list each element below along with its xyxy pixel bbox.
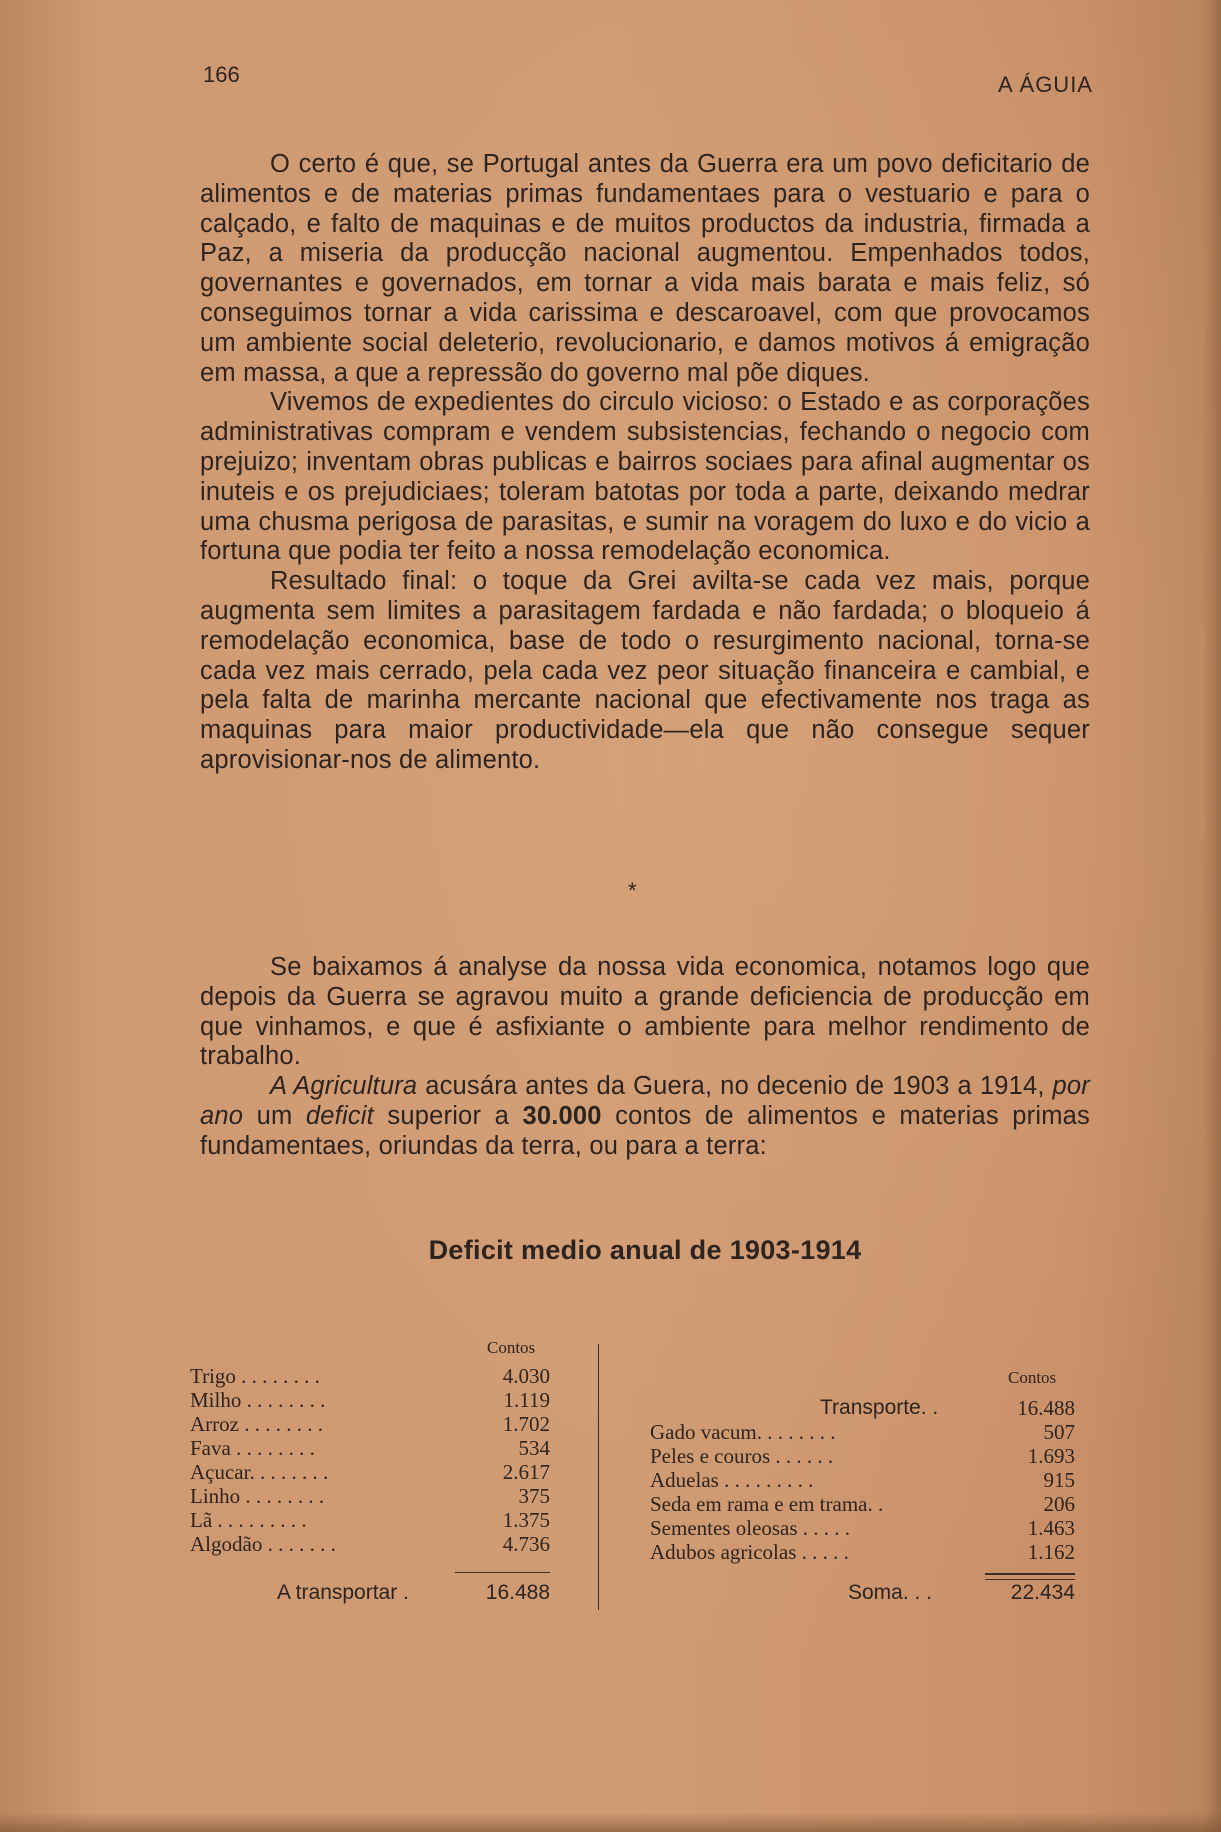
right-rows — [650, 1420, 1075, 1564]
table-row — [190, 1508, 550, 1532]
table-row — [190, 1388, 550, 1412]
bold-figure: 30.000 — [522, 1101, 602, 1130]
row-value: 534 — [518, 1436, 550, 1460]
paper-edge-stain — [1203, 0, 1221, 1832]
grand-total-row — [650, 1578, 1075, 1608]
unit-header: Contos — [1008, 1368, 1057, 1387]
table-title: Deficit medio anual de 1903-1914 — [428, 1235, 862, 1265]
row-label: Sementes oleosas . . . . . — [650, 1516, 851, 1540]
subtotal-label: A transportar . — [277, 1581, 409, 1604]
transport-label: Transporte. . — [820, 1396, 939, 1419]
body-text-section-1 — [200, 150, 1090, 776]
section-separator: * — [628, 878, 637, 903]
row-label: Aduelas . . . . . . . . . — [650, 1468, 814, 1492]
row-label: Peles e couros . . . . . . — [650, 1444, 834, 1468]
table-row — [190, 1412, 550, 1436]
row-label: Linho . . . . . . . . — [190, 1484, 325, 1508]
row-value: 4.030 — [502, 1364, 550, 1388]
row-value: 206 — [1043, 1492, 1075, 1516]
row-value: 375 — [518, 1484, 550, 1508]
table-row — [650, 1420, 1075, 1444]
row-value: 1.463 — [1027, 1516, 1075, 1540]
row-label: Arroz . . . . . . . . — [190, 1412, 323, 1436]
row-label: Adubos agricolas . . . . . — [650, 1540, 849, 1564]
table-row — [190, 1436, 550, 1460]
row-label: Fava . . . . . . . . — [190, 1436, 315, 1460]
table-row — [650, 1468, 1075, 1492]
table-row — [650, 1492, 1075, 1516]
row-label: Lã . . . . . . . . . — [190, 1508, 307, 1532]
table-row — [650, 1444, 1075, 1468]
italic-term: A Agricultura — [270, 1072, 418, 1101]
total-value: 22.434 — [1010, 1581, 1075, 1604]
row-value: 1.162 — [1027, 1540, 1075, 1564]
paragraph: O certo é que, se Portugal antes da Guerra era um povo deficitario de alimentos e de materias primas fundamentaes para o vestuario e para o calçado, e falto de maquinas e de muitos productos da industria, firmada a Paz, a miseria da producção nacional augmentou. Empenhados todos, governantes e governados, em tornar a vida mais barata e mais feliz, só conseguimos tornar a vida carissima e descaroavel, com que provocamos um ambiente social deleterio, revolucionario, e damos motivos á emigração em massa, a que a repressão do governo mal põe diques. — [200, 150, 1090, 387]
body-text-section-2 — [200, 953, 1090, 1162]
text-run: um — [243, 1101, 306, 1130]
left-rows — [190, 1364, 550, 1556]
row-value: 1.375 — [502, 1508, 550, 1532]
row-value: 507 — [1043, 1420, 1075, 1444]
row-label: Seda em rama e em trama. . — [650, 1492, 884, 1516]
subtotal-value: 16.488 — [485, 1581, 550, 1604]
row-label: Açucar. . . . . . . . — [190, 1460, 329, 1484]
row-value: 2.617 — [502, 1460, 550, 1484]
table-row — [190, 1364, 550, 1388]
table-row — [650, 1516, 1075, 1540]
paper-edge-stain — [0, 1812, 1221, 1832]
left-subtotal-row — [190, 1578, 550, 1608]
row-label: Milho . . . . . . . . — [190, 1388, 326, 1412]
column-divider — [598, 1344, 599, 1610]
transport-row — [650, 1396, 1075, 1420]
paragraph: Resultado final: o toque da Grei avilta-se cada vez mais, porque augmenta sem limites a parasitagem fardada e não fardada; o bloqueio á remodelação economica, base de todo o resurgimento nacional, torna-se cada vez mais cerrado, pela cada vez peor situação financeira e cambial, e pela falta de marinha mercante nacional que efectivamente nos traga as maquinas para maior productividade—ela que não consegue sequer aprovisionar-nos de alimento. — [200, 567, 1090, 774]
row-value: 1.702 — [502, 1412, 550, 1436]
row-label: Gado vacum. . . . . . . . — [650, 1420, 836, 1444]
page-number: 166 — [203, 62, 240, 87]
subtotal-rule — [455, 1572, 550, 1573]
page-header — [203, 58, 1093, 98]
paragraph: Vivemos de expedientes do circulo vicioso: o Estado e as corporações administrativas compram e vendem subsistencias, fechando o negocio com prejuizo; inventam obras publicas e bairros sociaes para afinal augmentar os inuteis e os prejudiciaes; toleram batotas por toda a parte, deixando medrar uma chusma perigosa de parasitas, e sumir na voragem do luxo e do vicio a fortuna que podia ter feito a nossa remodelação economica. — [200, 388, 1090, 566]
table-row — [190, 1532, 550, 1556]
table-row — [190, 1484, 550, 1508]
row-label: Trigo . . . . . . . . — [190, 1364, 320, 1388]
transport-value: 16.488 — [1017, 1396, 1075, 1420]
unit-header: Contos — [487, 1338, 536, 1357]
row-value: 1.119 — [503, 1388, 550, 1412]
row-label: Algodão . . . . . . . — [190, 1532, 336, 1556]
paragraph-agricultura — [200, 1072, 1090, 1161]
row-value: 1.693 — [1027, 1444, 1075, 1468]
running-title: A ÁGUIA — [997, 72, 1093, 97]
text-run: acusára antes da Guera, no decenio de 1903 a 1914, — [417, 1072, 1053, 1101]
text-run: contos de alimentos e materias primas fundamentaes, oriundas da terra, ou para a terra: — [200, 1101, 1090, 1160]
row-value: 915 — [1043, 1468, 1075, 1492]
total-label: Soma. . . — [848, 1581, 933, 1604]
italic-term: por ano — [200, 1072, 1090, 1130]
table-row — [650, 1540, 1075, 1564]
paragraph: Se baixamos á analyse da nossa vida economica, notamos logo que depois da Guerra se agravou muito a grande deficiencia de producção em que vinhamos, e que é asfixiante o ambiente para melhor rendimento de trabalho. — [200, 953, 1090, 1071]
row-value: 4.736 — [502, 1532, 550, 1556]
table-row — [190, 1460, 550, 1484]
text-run: superior a — [373, 1101, 523, 1130]
italic-term: deficit — [305, 1101, 374, 1130]
deficit-table — [190, 1338, 1075, 1618]
